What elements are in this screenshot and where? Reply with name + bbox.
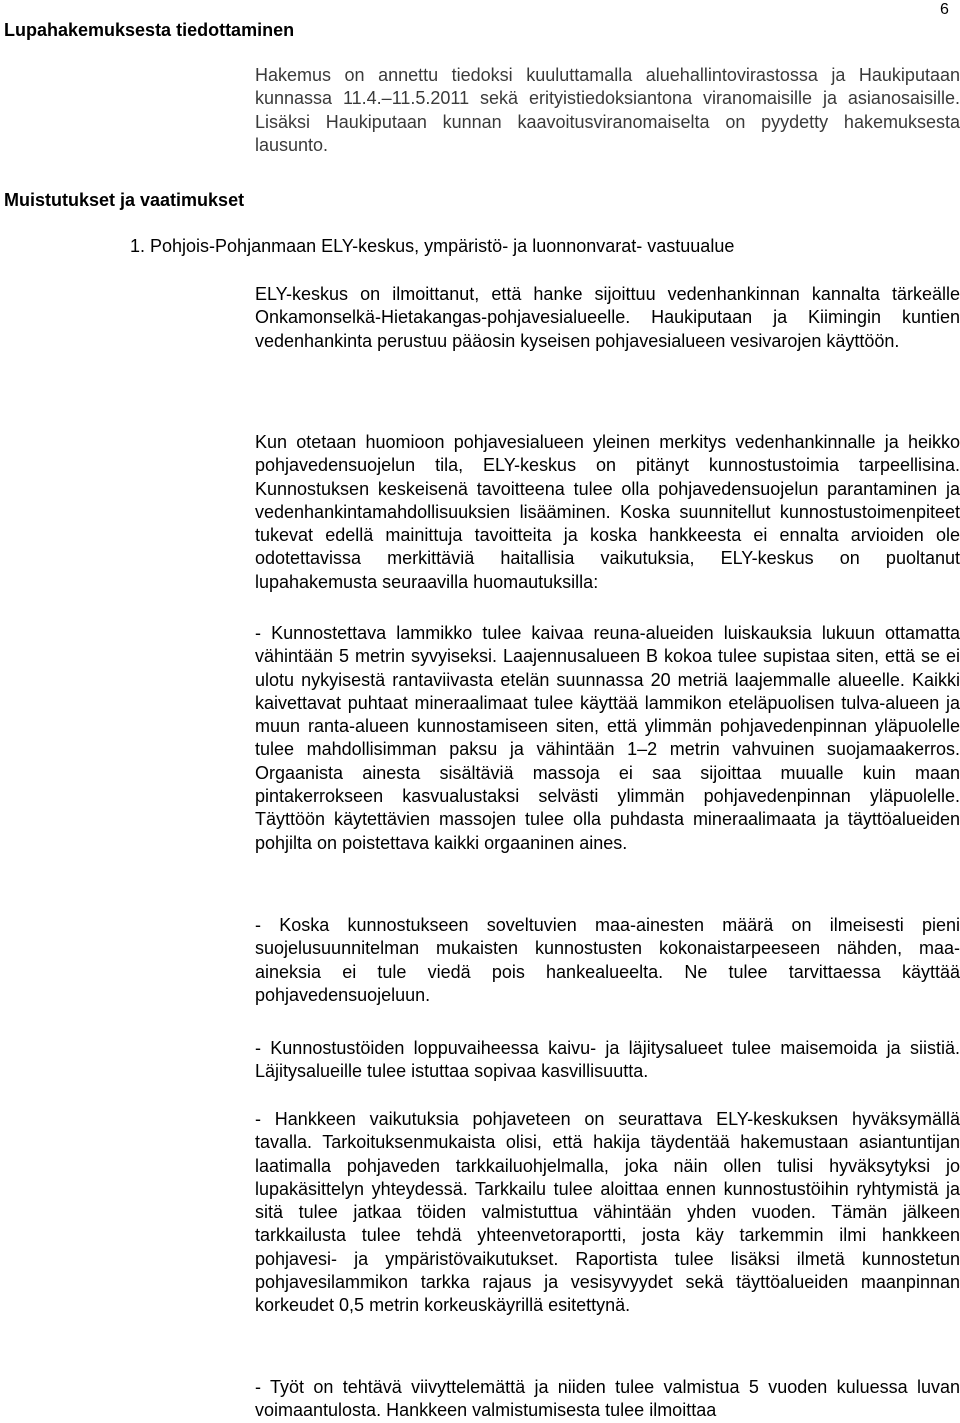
application-notice-paragraph: Hakemus on annettu tiedoksi kuuluttamalla aluehallintovirastossa ja Haukiputaan kunnassa 11.4.–11.5.2011 sekä erityistiedoksiantona viranomaisille ja asianosaisille. Lisäksi Haukiputaan kunnan kaavoitusviranomaiselta on pyydetty hakemuksesta lausunto. [255,65,960,155]
complaint-paragraph-1: ELY-keskus on ilmoittanut, että hanke sijoittuu vedenhankinnan kannalta tärkeälle Onkamonselkä-Hietakangas-pohjavesialueelle. Haukiputaan ja Kiimingin kuntien vedenhankinta perustuu pääosin kyseisen pohjavesialueen vesivarojen käyttöön. [255,284,960,351]
section-title-complaints: Muistutukset ja vaatimukset [4,190,245,210]
remark-item: - Hankkeen vaikutuksia pohjaveteen on seurattava ELY-keskuksen hyväksymällä tavalla. Tarkoituksenmukaista olisi, että hakija täydentää hakemustaan asiantuntijan laatimalla pohjaveden tarkkailuohjelmalla, joka näin ollen tulisi hyväksytyksi jo lupakäsittelyn yhteydessä. Tarkkailu tulee aloittaa ennen kunnostustöihin ryhtymistä ja sitä tulee jatkaa töiden valmistuttua vähintään yhden vuoden. Tämän jälkeen tarkkailusta tulee tehdä yhteenvetoraportti, josta käy tarkemmin ilmi hankkeen pohjavesi- ja ympäristövaikutukset. Raportista tulee lisäksi ilmetä kunnostetun pohjavesilammikon tarkka rajaus ja vesisyvyydet sekä täyttöalueiden maanpinnan korkeudet 0,5 metrin korkeuskäyrillä esitettynä. [255,1109,960,1316]
remark-item: - Kunnostustöiden loppuvaiheessa kaivu- ja läjitysalueet tulee maisemoida ja siistiä. Läjitysalueille tulee istuttaa sopivaa kasvillisuutta. [255,1038,960,1082]
remark-item: - Koska kunnostukseen soveltuvien maa-ainesten määrä on ilmeisesti pieni suojelusuunnitelman mukaisten kunnostusten kokonaistarpeeseen nähden, maa-aineksia ei tule viedä pois hankealueelta. Ne tulee tarvittaessa käyttää pohjavedensuojeluun. [255,915,960,1005]
page-number: 6 [940,1,949,18]
remark-item: - Työt on tehtävä viivyttelemättä ja niiden tulee valmistua 5 vuoden kuluessa luvan voimaantulosta. Hankkeen valmistumisesta tulee ilmoittaa [255,1377,960,1421]
complaint-paragraph-2: Kun otetaan huomioon pohjavesialueen yleinen merkitys vedenhankinnalle ja heikko pohjavedensuojelun tila, ELY-keskus on pitänyt kunnostustoimia tarpeellisina. Kunnostuksen keskeisenä tavoitteena tulee olla pohjavedensuojelun parantaminen ja vedenhankintamahdollisuuksien lisääminen. Koska suunnitellut kunnostustoimenpiteet tukevat edellä mainittuja tavoitteita ja koska hankkeesta ei ennalta arvioiden ole odotettavissa merkittäviä haitallisia vaikutuksia, ELY-keskus on puoltanut lupahakemusta seuraavilla huomautuksilla: [255,432,960,592]
complaint-heading: 1. Pohjois-Pohjanmaan ELY-keskus, ympäristö- ja luonnonvarat- vastuualue [130,236,735,256]
remark-item: - Kunnostettava lammikko tulee kaivaa reuna-alueiden luiskauksia lukuun ottamatta vähintään 5 metrin syvyiseksi. Laajennusalueen B kokoa tulee supistaa siten, että se ei ulotu nykyisestä rantaviivasta etelän suunnassa 20 metriä laajemmalle alueelle. Kaikki kaivettavat puhtaat mineraalimaat tulee käyttää lammikon eteläpuolisen tulva-alueen ja muun ranta-alueen kunnostamiseen siten, että ylimmän pohjavedenpinnan yläpuolelle tulee mahdollisimman paksu ja vähintään 1–2 metrin vahvuinen suojamaakerros. Orgaanista ainesta sisältäviä massoja ei saa sijoittaa muualle kuin maan pintakerrokseen kasvualustaksi selvästi ylimmän pohjavedenpinnan yläpuolelle. Täyttöön käytettävien massojen tulee olla puhdasta mineraalimaata ja täyttöalueiden pohjilta on poistettava kaikki orgaaninen aines. [255,623,960,853]
section-title-application-notice: Lupahakemuksesta tiedottaminen [4,20,295,40]
